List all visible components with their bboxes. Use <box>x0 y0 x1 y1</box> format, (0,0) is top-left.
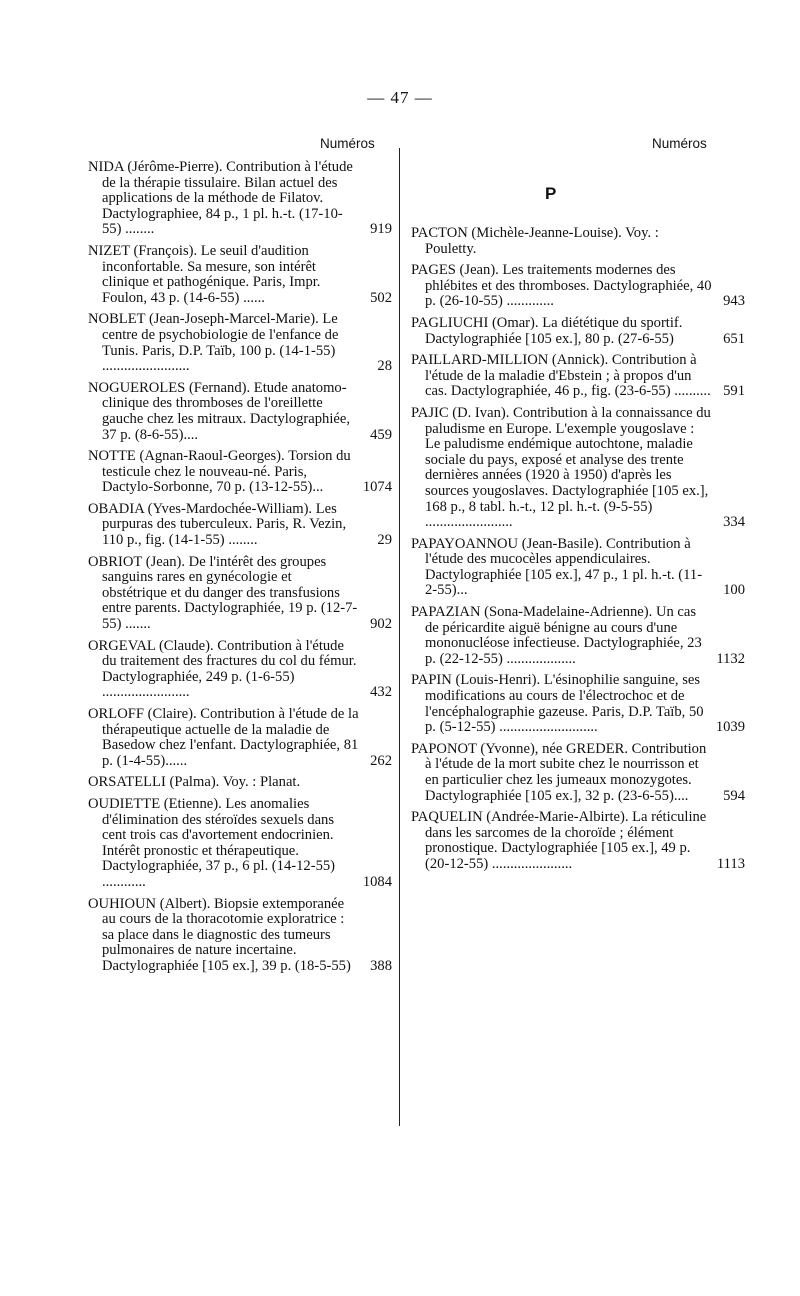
bibliography-entry <box>411 352 745 400</box>
entry-text: ORSATELLI (Palma). Voy. : Planat. <box>88 774 301 791</box>
entry-text: NOTTE (Agnan-Raoul-Georges). Torsion du testicule chez le nouveau-né. Paris, Dactylo-Sorbonne, 70 p. (13-12-55)... <box>88 448 351 496</box>
bibliography-entry <box>88 795 392 891</box>
entry-text: NIDA (Jérôme-Pierre). Contribution à l'étude de la thérapie tissulaire. Bilan actuel des applications de la méthode de Filatov. Dactylographiee, 84 p., 1 pl. h.-t. (17-10-55) ........ <box>88 159 353 238</box>
entry-number: 943 <box>723 293 745 310</box>
bibliography-entry <box>411 226 713 257</box>
bibliography-entry <box>88 553 392 633</box>
entry-number: 28 <box>377 358 392 375</box>
entry-text: NIZET (François). Le seuil d'audition inconfortable. Sa mesure, son intérêt clinique et pathogénique. Paris, Impr. Foulon, 43 p. (14-6-55) ...... <box>88 242 321 306</box>
bibliography-entry <box>88 379 392 443</box>
column-divider <box>399 148 400 1126</box>
bibliography-entry <box>411 404 745 531</box>
bibliography-entry <box>411 809 745 872</box>
entry-text: PAPAZIAN (Sona-Madelaine-Adrienne). Un cas de péricardite aiguë bénigne au cours d'une mononucléose infectieuse. Dactylographiée, 23 p. (22-12-55) ................... <box>411 604 702 667</box>
entry-number: 100 <box>723 582 745 599</box>
bibliography-entry <box>411 740 745 804</box>
entry-text: OBADIA (Yves-Mardochée-William). Les purpuras des tuberculeux. Paris, R. Vezin, 110 p., fig. (14-1-55) ........ <box>88 500 347 549</box>
right-column <box>411 225 745 879</box>
entry-text: PAPAYOANNOU (Jean-Basile). Contribution à l'étude des mucocèles appendiculaires. Dactylographiée [105 ex.], 47 p., 1 pl. h.-t. (11-2-55)... <box>411 535 703 599</box>
section-letter: P <box>545 184 557 203</box>
bibliography-entry <box>88 448 392 496</box>
bibliography-entry <box>411 672 745 736</box>
entry-text: PAGES (Jean). Les traitements modernes des phlébites et des thromboses. Dactylographiée, 40 p. (26-10-55) ............. <box>411 262 712 310</box>
entry-text: NOGUEROLES (Fernand). Etude anatomo-clinique des thromboses de l'oreillette gauche chez les mitraux. Dactylographiée, 37 p. (8-6-55).... <box>88 379 350 443</box>
entry-number: 1074 <box>362 479 392 496</box>
column-heading-right: Numéros <box>652 136 707 151</box>
entry-text: OUHIOUN (Albert). Biopsie extemporanée au cours de la thoracotomie exploratrice : sa place dans le diagnostic des tumeurs pulmonaires de nature incertaine. Dactylographiée [105 ex.], 39 p. (18-5-55) <box>88 895 351 974</box>
entry-number: 502 <box>370 289 392 306</box>
bibliography-entry <box>88 706 392 769</box>
bibliography-entry <box>88 242 392 306</box>
entry-text: NOBLET (Jean-Joseph-Marcel-Marie). Le centre de psychobiologie de l'enfance de Tunis. Paris, D.P. Taïb, 100 p. (14-1-55) ........................ <box>88 311 339 375</box>
entry-text: PAILLARD-MILLION (Annick). Contribution à l'étude de la maladie d'Ebstein ; à propos d'un cas. Dactylographiée, 46 p., fig. (23-6-55) .......... <box>411 352 711 400</box>
entry-number: 919 <box>370 221 392 238</box>
entry-text: PAGLIUCHI (Omar). La diététique du sportif. Dactylographiée [105 ex.], 80 p. (27-6-55) <box>411 314 683 347</box>
entry-text: ORGEVAL (Claude). Contribution à l'étude du traitement des fractures du col du fémur. Dactylographiée, 249 p. (1-6-55) ........................ <box>88 637 357 701</box>
bibliography-entry <box>411 262 745 310</box>
bibliography-entry <box>88 500 392 549</box>
entry-number: 432 <box>370 684 392 701</box>
entry-number: 334 <box>723 514 745 531</box>
entry-number: 651 <box>723 330 745 347</box>
entry-number: 1132 <box>716 650 745 667</box>
entry-number: 1084 <box>362 873 392 890</box>
entry-number: 594 <box>723 787 745 804</box>
entry-text: PAPIN (Louis-Henri). L'ésinophilie sanguine, ses modifications au cours de l'électrochoc et de l'encéphalographie gazeuse. Paris, D.P. Taïb, 50 p. (5-12-55) ........................... <box>411 672 704 736</box>
entry-number: 1113 <box>716 855 745 872</box>
entry-text: PAQUELIN (Andrée-Marie-Albirte). La réticuline dans les sarcomes de la choroïde ; élément pronostique. Dactylographiée [105 ex.], 49 p. (20-12-55) ...................... <box>411 809 707 872</box>
left-column <box>88 159 392 981</box>
bibliography-entry <box>411 535 745 599</box>
bibliography-entry <box>88 159 392 238</box>
column-heading-left: Numéros <box>320 136 375 151</box>
bibliography-entry <box>88 775 360 791</box>
entry-text: ORLOFF (Claire). Contribution à l'étude de la thérapeutique actuelle de la maladie de Basedow chez l'enfant. Dactylographiée, 81 p. (1-4-55)...... <box>88 706 359 769</box>
entry-number: 1039 <box>715 719 745 736</box>
bibliography-entry <box>88 895 392 975</box>
entry-number: 388 <box>370 957 392 974</box>
entry-text: PAJIC (D. Ivan). Contribution à la connaissance du paludisme en Europe. L'exemple yougoslave : Le paludisme endémique autochtone, maladie sociale du pays, exposé et analyse des trente dernières années (1920 à 1950) d'après les sources yougoslaves. Dactylographiée [105 ex.], 168 p., 8 tabl. h.-t., 12 pl. h.-t. (9-5-55) ........................ <box>411 404 711 531</box>
entry-text: OBRIOT (Jean). De l'intérêt des groupes sanguins rares en gynécologie et obstétrique et du danger des transfusions entre parents. Dactylographiée, 19 p. (12-7-55) ....... <box>88 553 358 633</box>
page-number: — 47 — <box>367 88 433 107</box>
bibliography-entry <box>411 314 745 347</box>
entry-number: 459 <box>370 426 392 443</box>
entry-number: 902 <box>370 616 392 633</box>
entry-text: PAPONOT (Yvonne), née GREDER. Contribution à l'étude de la mort subite chez le nourrisson et en particulier chez les jumeaux monozygotes. Dactylographiée [105 ex.], 32 p. (23-6-55).... <box>411 740 707 804</box>
entry-number: 262 <box>370 752 392 769</box>
entry-number: 591 <box>723 383 745 400</box>
bibliography-entry <box>411 604 745 667</box>
bibliography-entry <box>88 311 392 375</box>
bibliography-entry <box>88 637 392 701</box>
entry-text: OUDIETTE (Etienne). Les anomalies d'élimination des stéroïdes sexuels dans cent trois cas d'avortement endocrinien. Intérêt pronostic et thérapeutique. Dactylographiée, 37 p., 6 pl. (14-12-55) ............ <box>88 795 336 890</box>
entry-text: PACTON (Michèle-Jeanne-Louise). Voy. : Pouletty. <box>411 225 659 257</box>
entry-number: 29 <box>377 532 392 549</box>
